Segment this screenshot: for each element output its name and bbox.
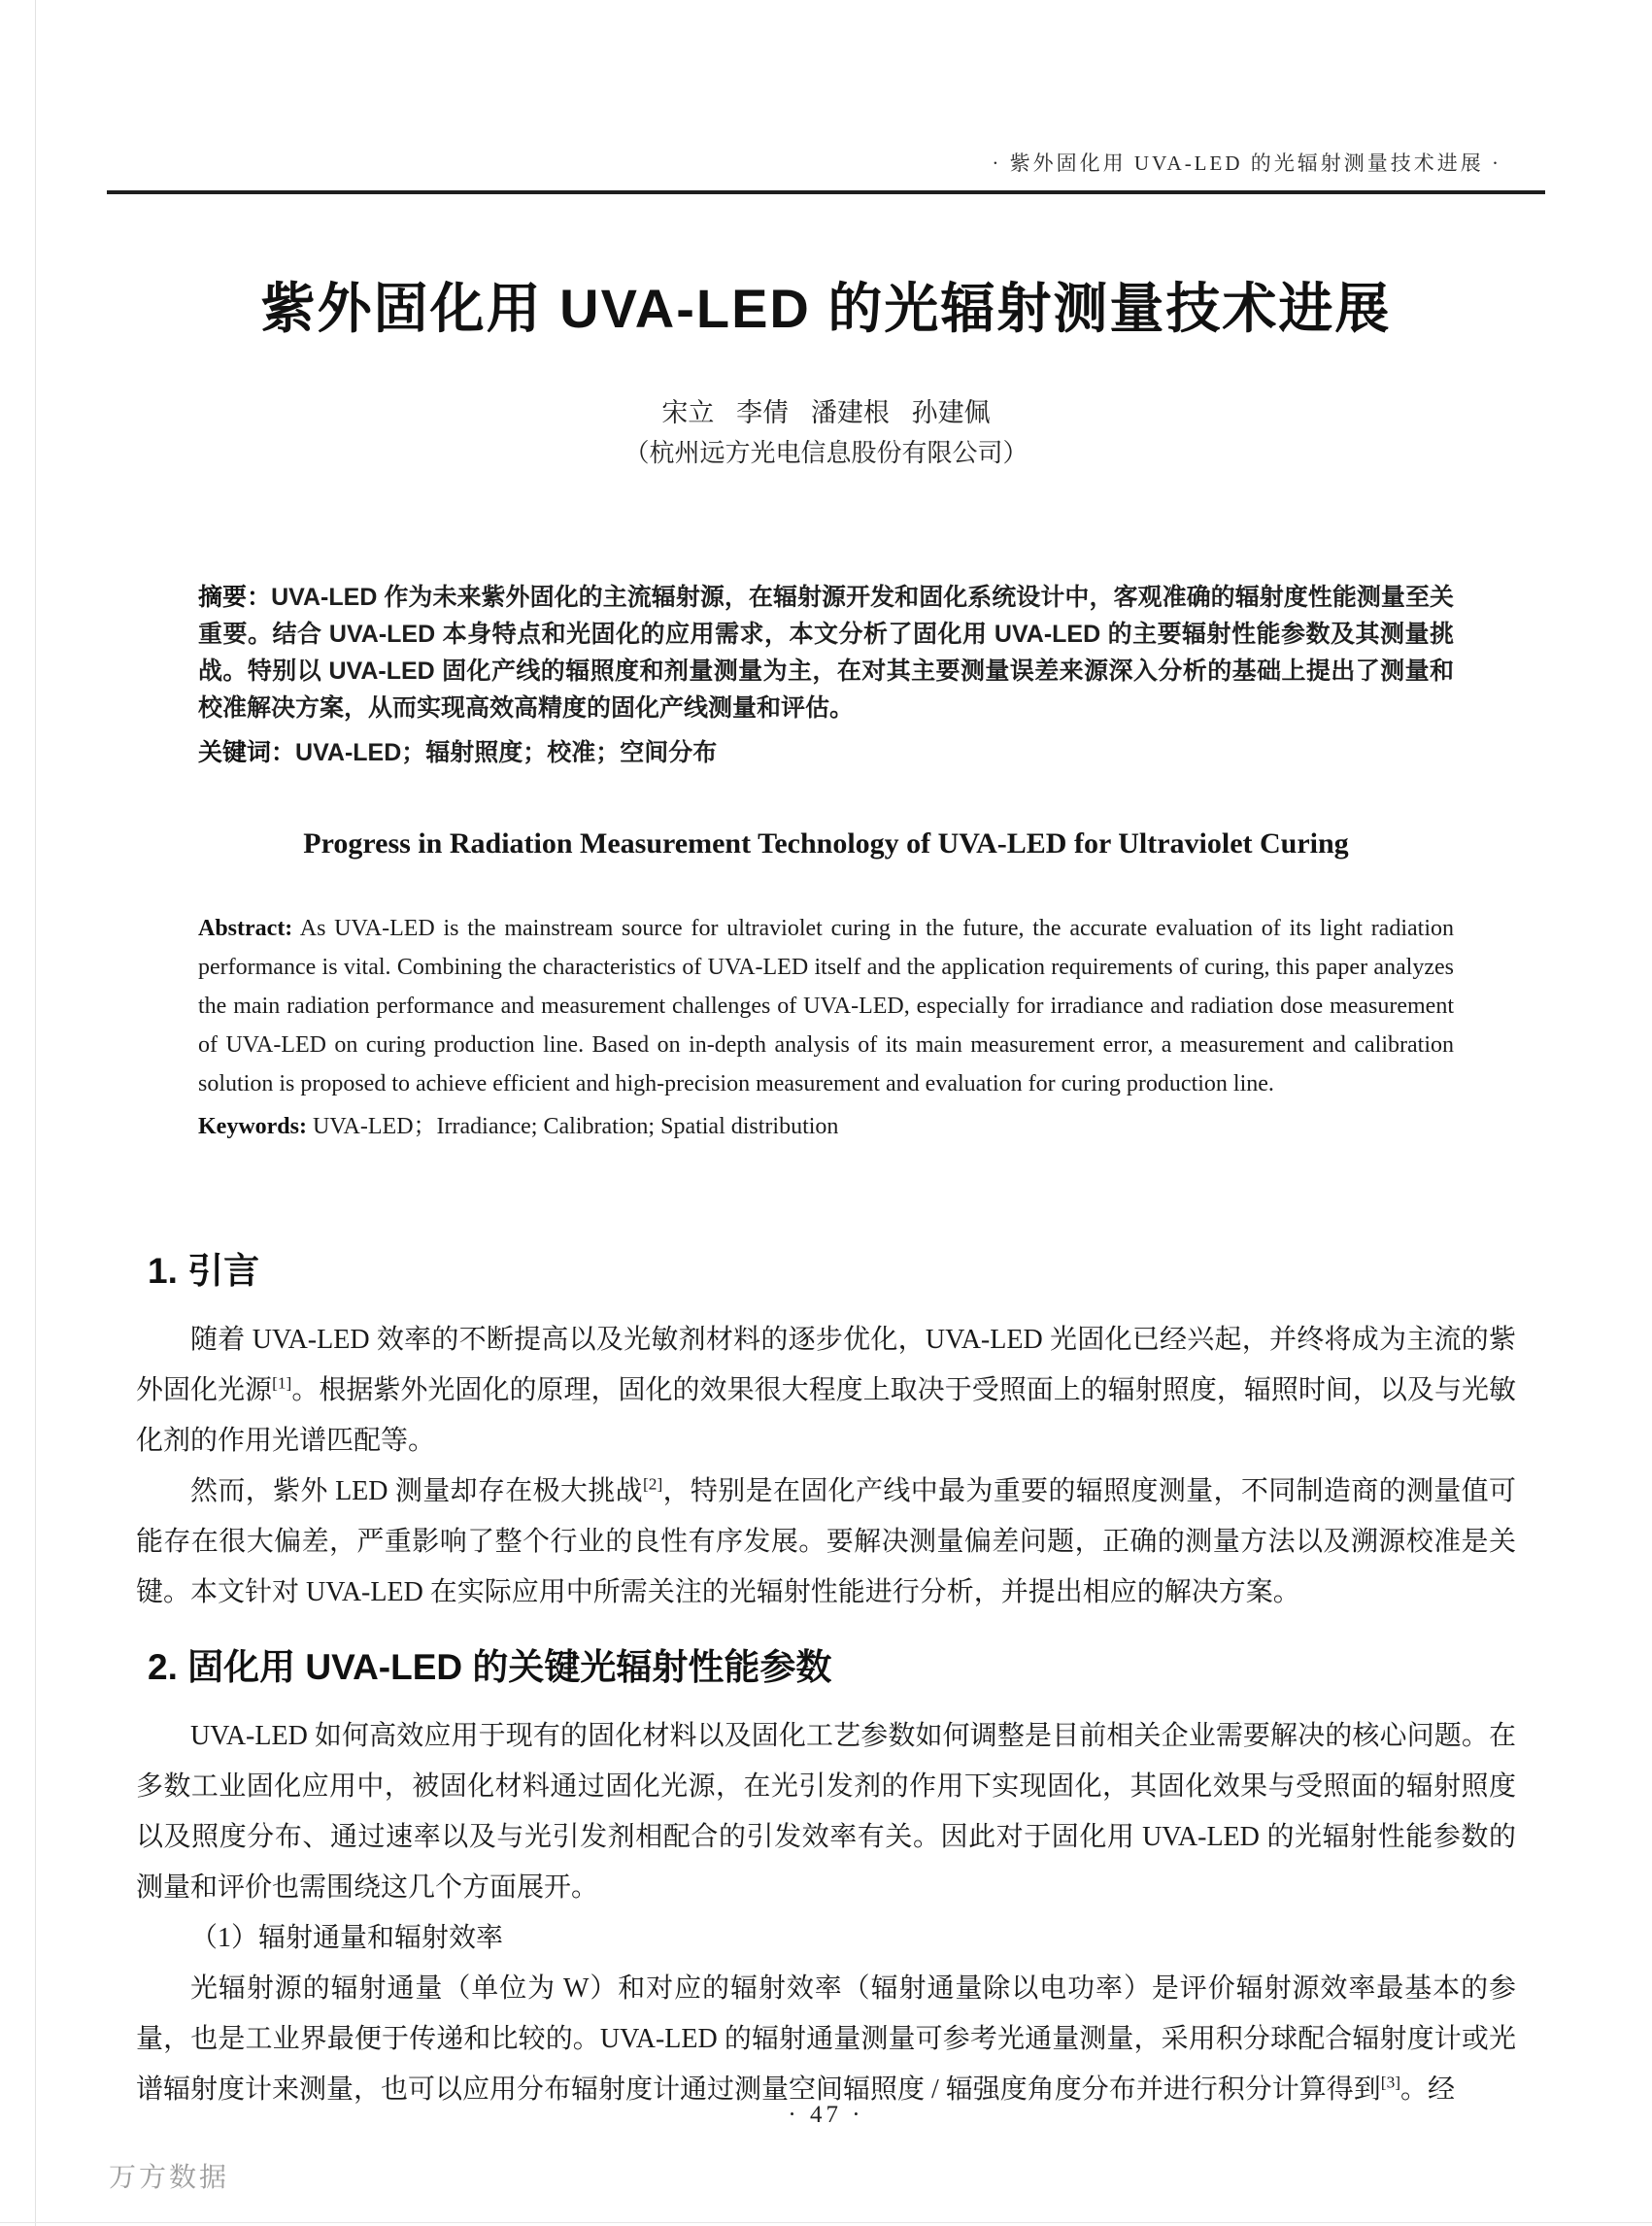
citation-ref-3: [3] [1380,2073,1401,2092]
abstract-en [198,909,1454,1103]
citation-ref-2: [2] [642,1474,663,1494]
paragraph-text: 随着 UVA-LED 效率的不断提高以及光敏剂材料的逐步优化，UVA-LED 光固化已经兴起，并终将成为主流的紫外固化光源 [136,1325,1516,1405]
abstract-cn-label: 摘要： [198,584,272,611]
keywords-cn-label: 关键词： [198,739,296,766]
page-title: 紫外固化用 UVA-LED 的光辐射测量技术进展 [260,278,1392,339]
section-1-paragraph-2 [136,1467,1516,1618]
page-number: · 47 · [788,2102,864,2128]
english-title: Progress in Radiation Measurement Technology of UVA-LED for Ultraviolet Curing [303,827,1349,860]
abstract-en-text: As UVA-LED is the mainstream source for ultraviolet curing in the future, the accurate evaluation of its light radiation performance is vital. Combining the characteristics of UVA-LED itself and the application requirements of curing, this paper analyzes the main radiation performance and measurement challenges of UVA-LED, especially for irradiance and radiation dose measurement of UVA-LED on curing production line. Based on in-depth analysis of its main measurement error, a measurement and calibration solution is proposed to achieve efficient and high-precision measurement and evaluation for curing production line. [198,916,1454,1096]
section-2-subheading: （1）辐射通量和辐射效率 [190,1923,504,1953]
paragraph-text: ，特别是在固化产线中最为重要的辐照度测量，不同制造商的测量值可能存在很大偏差，严重影响了整个行业的良性有序发展。要解决测量偏差问题，正确的测量方法以及溯源校准是关键。本文针对 UVA-LED 在实际应用中所需关注的光辐射性能进行分析，并提出相应的解决方案。 [136,1476,1516,1607]
section-1-heading: 1. 引言 [148,1251,260,1291]
paragraph-text: 。根据紫外光固化的原理，固化的效果很大程度上取决于受照面上的辐射照度，辐照时间，以及与光敏化剂的作用光谱匹配等。 [136,1375,1516,1456]
abstract-cn [198,579,1454,726]
running-header-text: · 紫外固化用 UVA-LED 的光辐射测量技术进展 · [992,152,1501,175]
keywords-cn-text: UVA-LED；辐射照度；校准；空间分布 [295,739,718,766]
keywords-en [198,1107,1454,1146]
paragraph-text: 。经 [1400,2074,1456,2105]
keywords-en-label: Keywords: [198,1114,307,1139]
paragraph-text: 光辐射源的辐射通量（单位为 W）和对应的辐射效率（辐射通量除以电功率）是评价辐射源效率最基本的参量，也是工业界最便于传递和比较的。UVA-LED 的辐射通量测量可参考光通量测量，采用积分球配合辐射度计或光谱辐射度计来测量，也可以应用分布辐射度计通过测量空间辐照度 / 辐强度角度分布并进行积分计算得到 [136,1973,1516,2105]
abstract-en-label: Abstract: [198,916,293,941]
keywords-en-text: UVA-LED；Irradiance; Calibration; Spatial distribution [312,1114,839,1139]
affiliation-line: （杭州远方光电信息股份有限公司） [624,439,1028,467]
abstract-cn-text: UVA-LED 作为未来紫外固化的主流辐射源，在辐射源开发和固化系统设计中，客观准确的辐射度性能测量至关重要。结合 UVA-LED 本身特点和光固化的应用需求，本文分析了固化用 UVA-LED 的主要辐射性能参数及其测量挑战。特别以 UVA-LED 固化产线的辐照度和剂量测量为主，在对其主要测量误差来源深入分析的基础上提出了测量和校准解决方案，从而实现高效高精度的固化产线测量和评估。 [198,584,1454,722]
authors-line: 宋立 李倩 潘建根 孙建佩 [661,398,991,427]
section-2-heading: 2. 固化用 UVA-LED 的关键光辐射性能参数 [148,1647,832,1687]
wanfang-watermark: 万方数据 [109,2162,230,2192]
section-2-paragraph-2 [136,1964,1516,2115]
keywords-cn [198,734,1454,771]
running-header [107,0,1545,194]
section-1-paragraph-1 [136,1315,1516,1467]
section-2-paragraph-1: UVA-LED 如何高效应用于现有的固化材料以及固化工艺参数如何调整是目前相关企业需要解决的核心问题。在多数工业固化应用中，被固化材料通过固化光源，在光引发剂的作用下实现固化，其固化效果与受照面的辐射照度以及照度分布、通过速率以及与光引发剂相配合的引发效率有关。因此对于固化用 UVA-LED 的光辐射性能参数的测量和评价也需围绕这几个方面展开。 [136,1721,1516,1903]
paragraph-text: 然而，紫外 LED 测量却存在极大挑战 [190,1476,643,1506]
citation-ref-1: [1] [272,1373,292,1393]
